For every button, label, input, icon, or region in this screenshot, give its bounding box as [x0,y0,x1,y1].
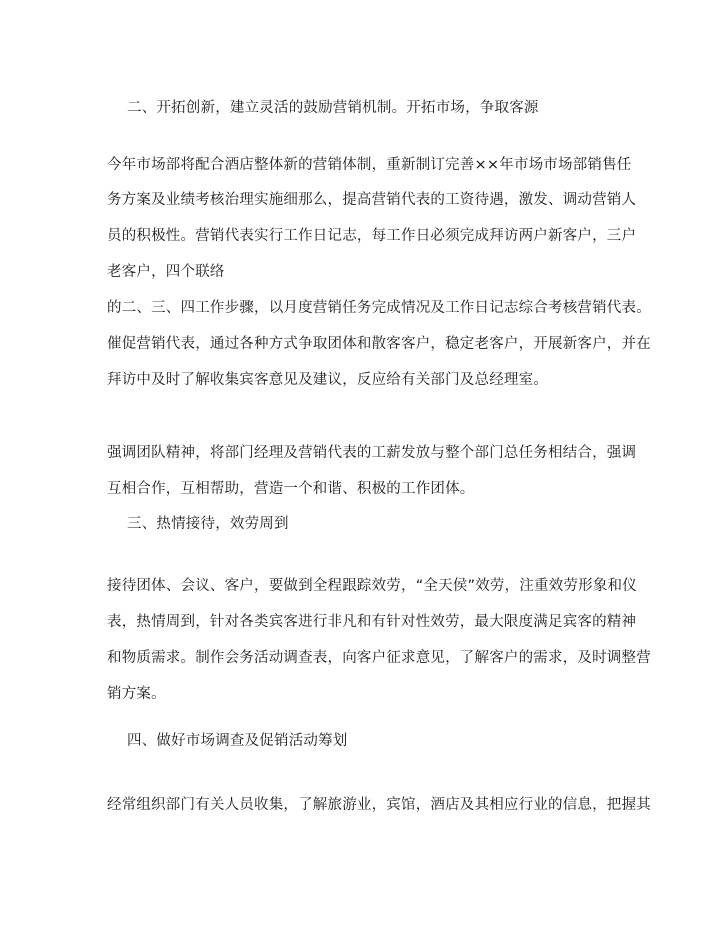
paragraph-line: 今年市场部将配合酒店整体新的营销体制，重新制订完善××年市场市场部销售任 [107,157,632,173]
paragraph-line: 互相合作，互相帮助，营造一个和谐、积极的工作团体。 [107,481,475,497]
paragraph-line: 老客户，四个联络 [107,264,225,280]
section-heading-4: 四、做好市场调查及促销活动筹划 [127,733,348,749]
paragraph-line: 强调团队精神，将部门经理及营销代表的工薪发放与整个部门总任务相结合，强调 [107,445,637,461]
paragraph-line: 务方案及业绩考核治理实施细那么，提高营销代表的工资待遇，激发、调动营销人 [107,192,637,208]
paragraph-line: 的二、三、四工作步骤，以月度营销任务完成情况及工作日记志综合考核营销代表。 [107,300,651,316]
section-heading-2: 二、开拓创新，建立灵活的鼓励营销机制。开拓市场，争取客源 [127,100,539,116]
paragraph-line: 和物质需求。制作会务活动调查表，向客户征求意见，了解客户的需求，及时调整营 [107,650,651,666]
section-heading-3: 三、热情接待，效劳周到 [127,516,289,532]
paragraph-line: 员的积极性。营销代表实行工作日记志，每工作日必须完成拜访两户新客户，三户 [107,228,637,244]
paragraph-line: 表，热情周到，针对各类宾客进行非凡和有针对性效劳，最大限度满足宾客的精神 [107,614,637,630]
paragraph-line: 接待团体、会议、客户，要做到全程跟踪效劳，“全天侯”效劳，注重效劳形象和仪 [107,578,637,594]
paragraph-line: 销方案。 [107,686,166,702]
paragraph-line: 经常组织部门有关人员收集，了解旅游业，宾馆，酒店及其相应行业的信息，把握其 [107,797,651,813]
paragraph-line: 拜访中及时了解收集宾客意见及建议，反应给有关部门及总经理室。 [107,372,548,388]
paragraph-line: 催促营销代表，通过各种方式争取团体和散客客户，稳定老客户，开展新客户，并在 [107,336,651,352]
